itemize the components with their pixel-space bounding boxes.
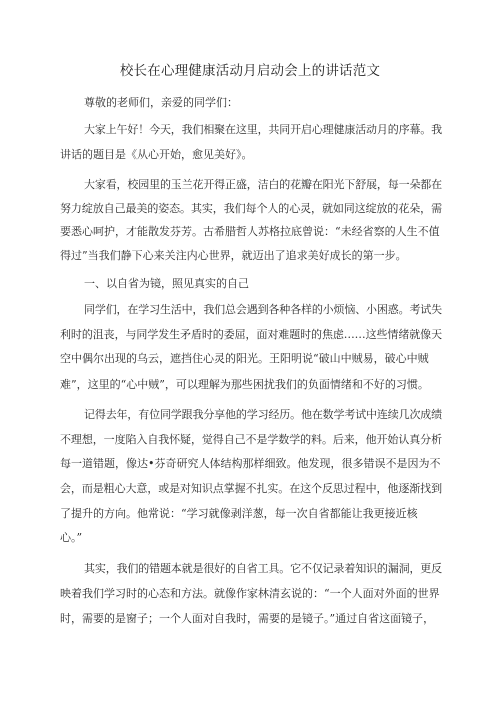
paragraph-line: 大家看，校园里的玉兰花开得正盛，洁白的花瓣在阳光下舒展，每一朵都在 <box>84 178 442 191</box>
paragraph-line: 空中偶尔出现的乌云，遮挡住心灵的阳光。王阳明说“破山中贼易，破心中贼 <box>60 352 429 365</box>
paragraph-line: 记得去年，有位同学跟我分享他的学习经历。他在数学考试中连续几次成绩 <box>84 408 442 421</box>
paragraph-line: 同学们，在学习生活中，我们总会遇到各种各样的小烦恼、小困惑。考试失 <box>84 303 442 316</box>
paragraph-line: 利时的沮丧，与同学发生矛盾时的委屈，面对难题时的焦虑……这些情绪就像天 <box>60 328 442 341</box>
paragraph-line: 大家上午好！今天，我们相聚在这里，共同开启心理健康活动月的序幕。我 <box>84 123 442 136</box>
paragraph-line: 每一道错题，像达•芬奇研究人体结构那样细致。他发现，很多错误不是因为不 <box>60 457 441 470</box>
paragraph-line: 时，需要的是窗子；一个人面对自我时，需要的是镜子。”通过自省这面镜子， <box>60 612 435 625</box>
section-heading: 一、以自省为镜，照见真实的自己 <box>84 277 249 290</box>
paragraph-line: 映着我们学习时的心态和方法。就像作家林清玄说的：“一个人面对外面的世界 <box>60 587 440 600</box>
paragraph-line: 心。” <box>60 531 83 544</box>
paragraph-line: 了提升的方向。他常说：“学习就像剥洋葱，每一次自省都能让我更接近核 <box>60 507 418 520</box>
salutation: 尊敬的老师们，亲爱的同学们： <box>84 96 238 109</box>
paragraph-line: 努力绽放自己最美的姿态。其实，我们每个人的心灵，就如同这绽放的花朵，需 <box>60 202 442 215</box>
paragraph-line: 其实，我们的错题本就是很好的自省工具。它不仅记录着知识的漏洞，更反 <box>84 562 442 575</box>
document-title: 校长在心理健康活动月启动会上的讲话范文 <box>119 63 381 79</box>
paragraph-line: 难”，这里的“心中贼”，可以理解为那些困扰我们的负面情绪和不好的习惯。 <box>60 378 429 391</box>
paragraph-line: 会，而是粗心大意，或是对知识点掌握不扎实。在这个反思过程中，他逐渐找到 <box>60 482 442 495</box>
paragraph-line: 讲话的题目是《从心开始，愈见美好》。 <box>60 148 253 161</box>
paragraph-line: 得过”当我们静下心来关注内心世界，就迈出了追求美好成长的第一步。 <box>60 249 407 262</box>
paragraph-line: 不理想，一度陷入自我怀疑，觉得自己不是学数学的料。后来，他开始认真分析 <box>60 433 442 446</box>
paragraph-line: 要悉心呵护，才能散发芬芳。古希腊哲人苏格拉底曾说：“未经省察的人生不值 <box>60 225 440 238</box>
